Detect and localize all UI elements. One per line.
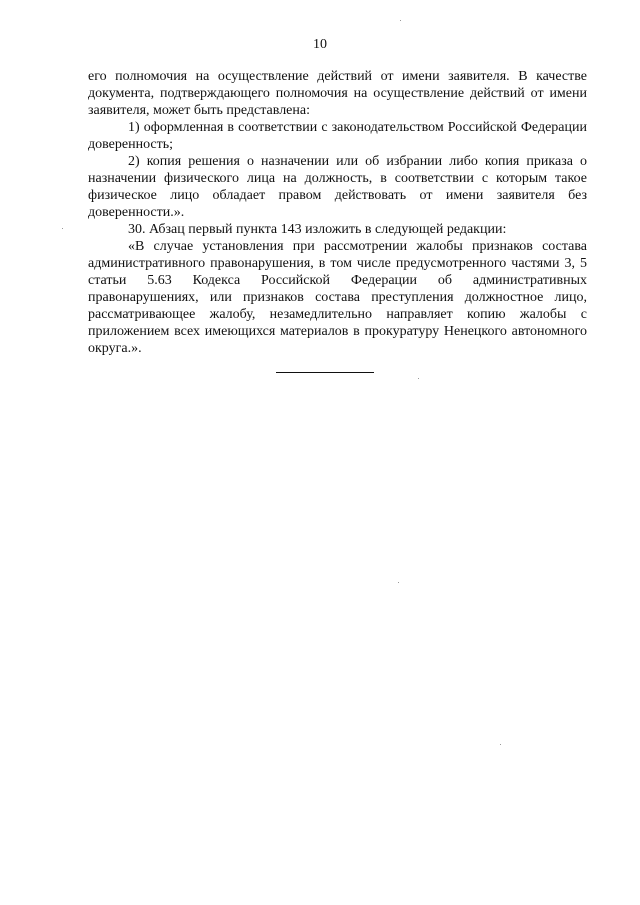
scan-speck xyxy=(400,20,401,21)
scan-speck xyxy=(500,744,501,745)
page-number: 10 xyxy=(313,37,327,52)
scan-speck xyxy=(418,378,419,379)
document-body xyxy=(88,68,587,357)
scan-speck xyxy=(62,228,63,229)
paragraph-point-30: 30. Абзац первый пункта 143 изложить в следующей редакции: xyxy=(128,222,507,237)
paragraph-continuation: его полномочия на осуществление действий от имени заявителя. В качестве документа, подтверждающего полномочия на осуществление действий от имени заявителя, может быть представлена: xyxy=(88,69,587,118)
paragraph-item-1: 1) оформленная в соответствии с законодательством Российской Федерации доверенность; xyxy=(88,120,587,152)
scan-speck xyxy=(398,582,399,583)
paragraph-item-2: 2) копия решения о назначении или об избрании либо копия приказа о назначении физического лица на должность, в соответствии с которым такое физическое лицо обладает правом действовать от имени заявителя без доверенности.». xyxy=(88,154,587,220)
end-separator-line xyxy=(276,372,374,373)
paragraph-quote: «В случае установления при рассмотрении жалобы признаков состава административного правонарушения, в том числе предусмотренного частями 3, 5 статьи 5.63 Кодекса Российской Федерации об административных правонарушениях, или признаков состава преступления должностное лицо, рассматривающее жалобу, незамедлительно направляет копию жалобы с приложением всех имеющихся материалов в прокуратуру Ненецкого автономного округа.». xyxy=(88,239,587,356)
